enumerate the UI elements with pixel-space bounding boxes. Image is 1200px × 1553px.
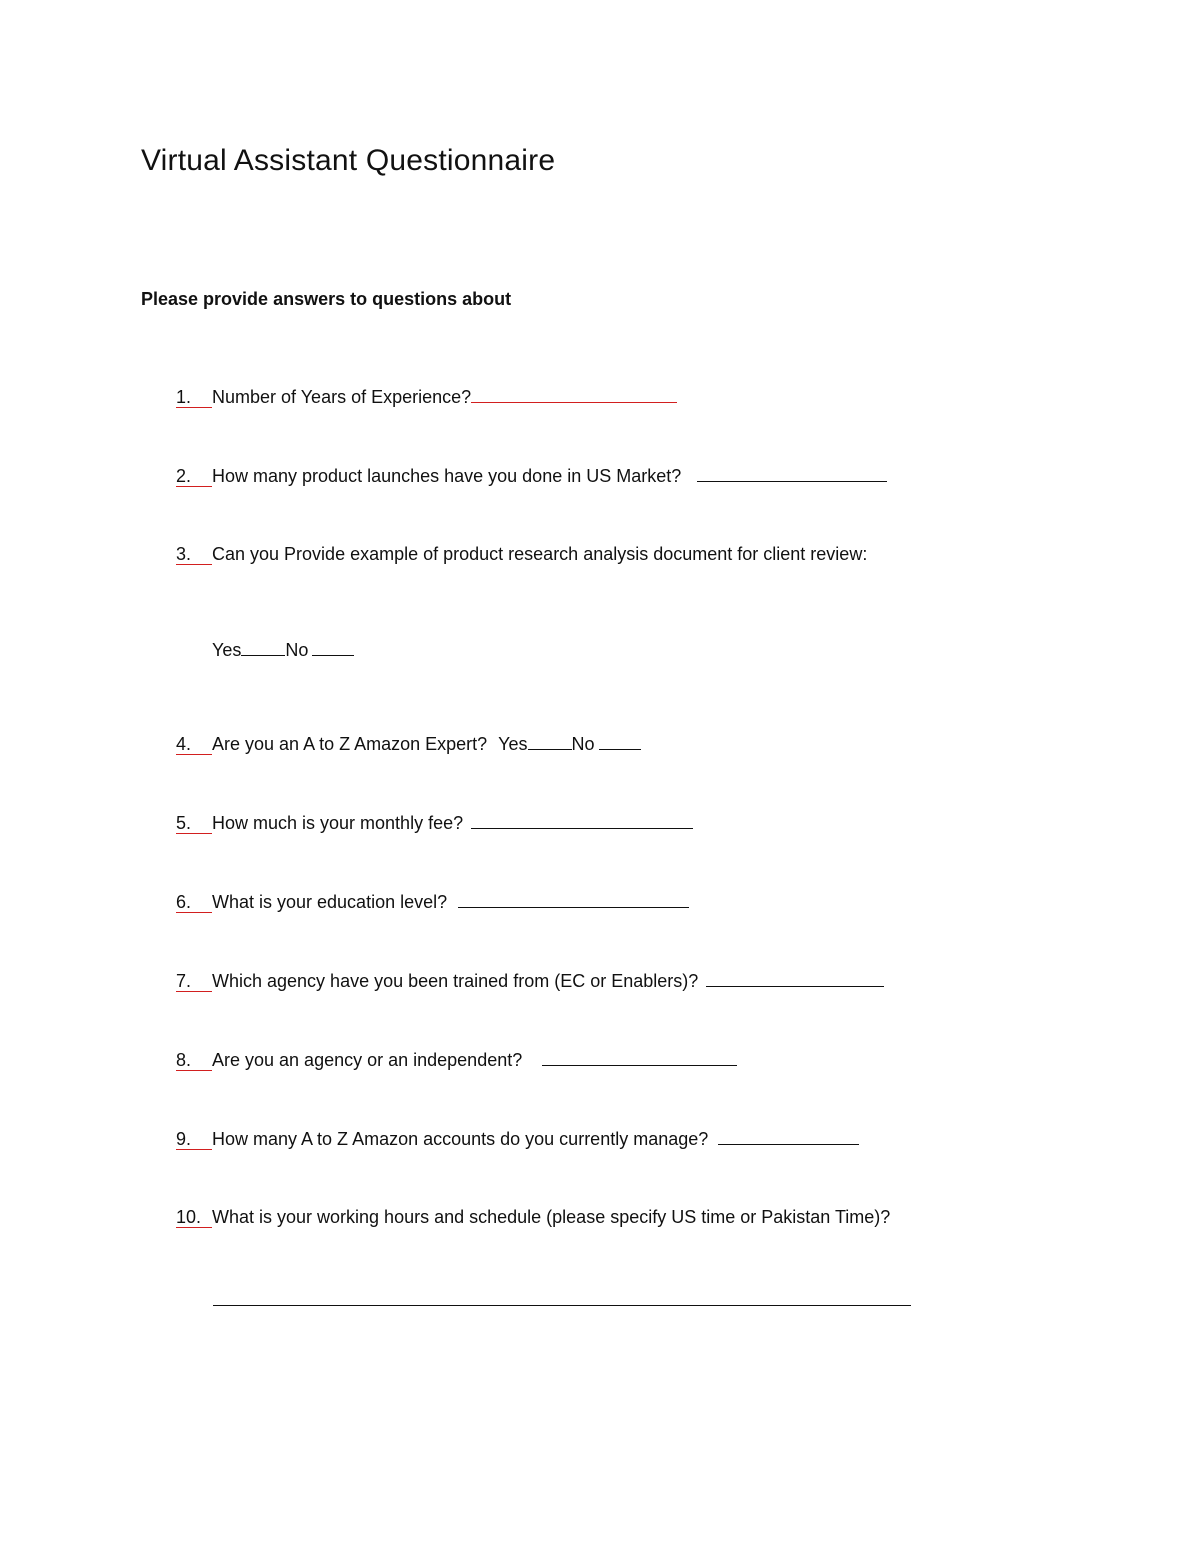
question-text: Which agency have you been trained from (EC or Enablers)? xyxy=(212,971,699,991)
question-1 xyxy=(176,384,677,409)
question-5 xyxy=(176,810,693,835)
question-number: 5. xyxy=(176,813,212,834)
question-2 xyxy=(176,463,887,488)
answer-blank[interactable] xyxy=(706,968,884,987)
yes-blank[interactable] xyxy=(528,731,572,750)
answer-blank[interactable] xyxy=(471,384,677,403)
answer-blank[interactable] xyxy=(471,810,693,829)
question-text: Are you an A to Z Amazon Expert? xyxy=(212,734,488,754)
question-number: 8. xyxy=(176,1050,212,1071)
answer-blank[interactable] xyxy=(718,1126,859,1145)
question-3-options xyxy=(212,637,354,662)
no-blank[interactable] xyxy=(599,731,641,750)
page-title: Virtual Assistant Questionnaire xyxy=(141,144,556,177)
yes-label: Yes xyxy=(498,734,528,754)
answer-blank[interactable] xyxy=(458,889,689,908)
yes-blank[interactable] xyxy=(241,637,285,656)
question-text: What is your education level? xyxy=(212,892,448,912)
no-blank[interactable] xyxy=(312,637,354,656)
question-8 xyxy=(176,1047,737,1072)
question-text: Can you Provide example of product research analysis document for client review: xyxy=(212,544,868,564)
question-number: 2. xyxy=(176,466,212,487)
yes-label: Yes xyxy=(212,640,242,660)
question-3 xyxy=(176,542,867,566)
question-10-answer-line[interactable] xyxy=(213,1305,911,1306)
question-text: How many A to Z Amazon accounts do you currently manage? xyxy=(212,1129,709,1149)
question-number: 7. xyxy=(176,971,212,992)
question-number: 3. xyxy=(176,544,212,565)
question-text: What is your working hours and schedule (please specify US time or Pakistan Time)? xyxy=(212,1207,891,1227)
question-number: 1. xyxy=(176,387,212,408)
question-text: Number of Years of Experience? xyxy=(212,387,472,407)
question-number: 9. xyxy=(176,1129,212,1150)
no-label: No xyxy=(571,734,595,754)
question-10 xyxy=(176,1205,890,1229)
intro-text: Please provide answers to questions about xyxy=(141,289,512,309)
question-text: Are you an agency or an independent? xyxy=(212,1050,523,1070)
question-6 xyxy=(176,889,689,914)
question-text: How many product launches have you done in US Market? xyxy=(212,466,682,486)
question-number: 4. xyxy=(176,734,212,755)
question-7 xyxy=(176,968,884,993)
answer-blank[interactable] xyxy=(697,463,887,482)
question-4 xyxy=(176,731,641,756)
answer-blank[interactable] xyxy=(542,1047,737,1066)
question-text: How much is your monthly fee? xyxy=(212,813,464,833)
question-9 xyxy=(176,1126,859,1151)
no-label: No xyxy=(285,640,309,660)
question-number: 6. xyxy=(176,892,212,913)
question-number: 10. xyxy=(176,1207,212,1228)
